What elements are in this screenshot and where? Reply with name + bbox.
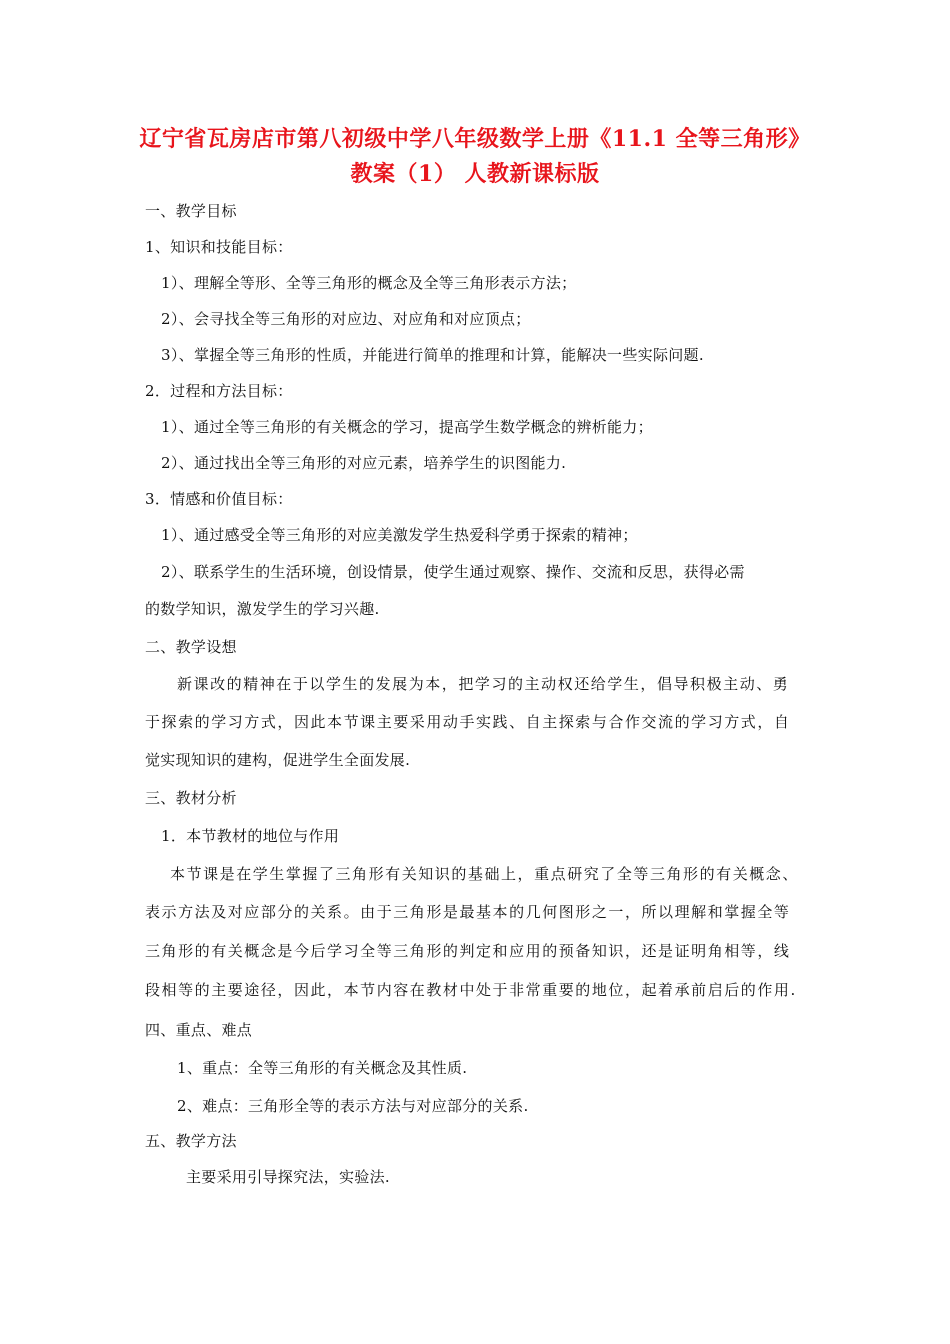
emotion-goal-2-line-2: 的数学知识，激发学生的学习兴趣.	[145, 600, 380, 618]
knowledge-goal-2: 2）、会寻找全等三角形的对应边、对应角和对应顶点；	[161, 310, 531, 328]
section-3-line-3: 三角形的有关概念是今后学习全等三角形的判定和应用的预备知识，还是证明角相等，线	[145, 942, 791, 960]
section-1-sub-1: 1、知识和技能目标：	[145, 238, 293, 256]
knowledge-goal-3: 3）、掌握全等三角形的性质，并能进行简单的推理和计算，能解决一些实际问题.	[161, 346, 704, 364]
section-1-sub-2: 2．过程和方法目标：	[145, 382, 293, 400]
title-line-1: 辽宁省瓦房店市第八初级中学八年级数学上册《11.1 全等三角形》	[139, 126, 811, 152]
section-2-heading: 二、教学设想	[145, 638, 237, 656]
section-5-heading: 五、教学方法	[145, 1132, 237, 1150]
emotion-goal-2-line-1: 2）、联系学生的生活环境，创设情景，使学生通过观察、操作、交流和反思，获得必需	[161, 563, 745, 581]
section-4-key-point: 1、重点：全等三角形的有关概念及其性质.	[177, 1059, 468, 1077]
section-3-heading: 三、教材分析	[145, 789, 237, 807]
section-5-line-1: 主要采用引导探究法，实验法.	[186, 1168, 390, 1186]
section-4-difficulty: 2、难点：三角形全等的表示方法与对应部分的关系.	[177, 1097, 529, 1115]
section-3-line-2: 表示方法及对应部分的关系。由于三角形是最基本的几何图形之一，所以理解和掌握全等	[145, 903, 791, 921]
section-2-line-1: 新课改的精神在于以学生的发展为本，把学习的主动权还给学生，倡导积极主动、勇	[177, 675, 790, 693]
emotion-goal-1: 1）、通过感受全等三角形的对应美激发学生热爱科学勇于探索的精神；	[161, 526, 638, 544]
section-2-line-3: 觉实现知识的建构，促进学生全面发展.	[145, 751, 411, 769]
title-line-2: 教案（1） 人教新课标版	[350, 161, 600, 187]
section-4-heading: 四、重点、难点	[145, 1021, 253, 1039]
section-3-line-4: 段相等的主要途径，因此，本节内容在教材中处于非常重要的地位，起着承前启后的作用.	[145, 981, 797, 999]
section-1-sub-3: 3．情感和价值目标：	[145, 490, 293, 508]
section-1-heading: 一、教学目标	[145, 202, 237, 220]
process-goal-2: 2）、通过找出全等三角形的对应元素，培养学生的识图能力.	[161, 454, 567, 472]
knowledge-goal-1: 1）、理解全等形、全等三角形的概念及全等三角形表示方法；	[161, 274, 577, 292]
section-3-line-1: 本节课是在学生掌握了三角形有关知识的基础上，重点研究了全等三角形的有关概念、	[170, 865, 799, 883]
section-3-sub: 1．本节教材的地位与作用	[161, 827, 340, 845]
section-2-line-2: 于探索的学习方式，因此本节课主要采用动手实践、自主探索与合作交流的学习方式，自	[145, 713, 791, 731]
process-goal-1: 1）、通过全等三角形的有关概念的学习，提高学生数学概念的辨析能力；	[161, 418, 653, 436]
